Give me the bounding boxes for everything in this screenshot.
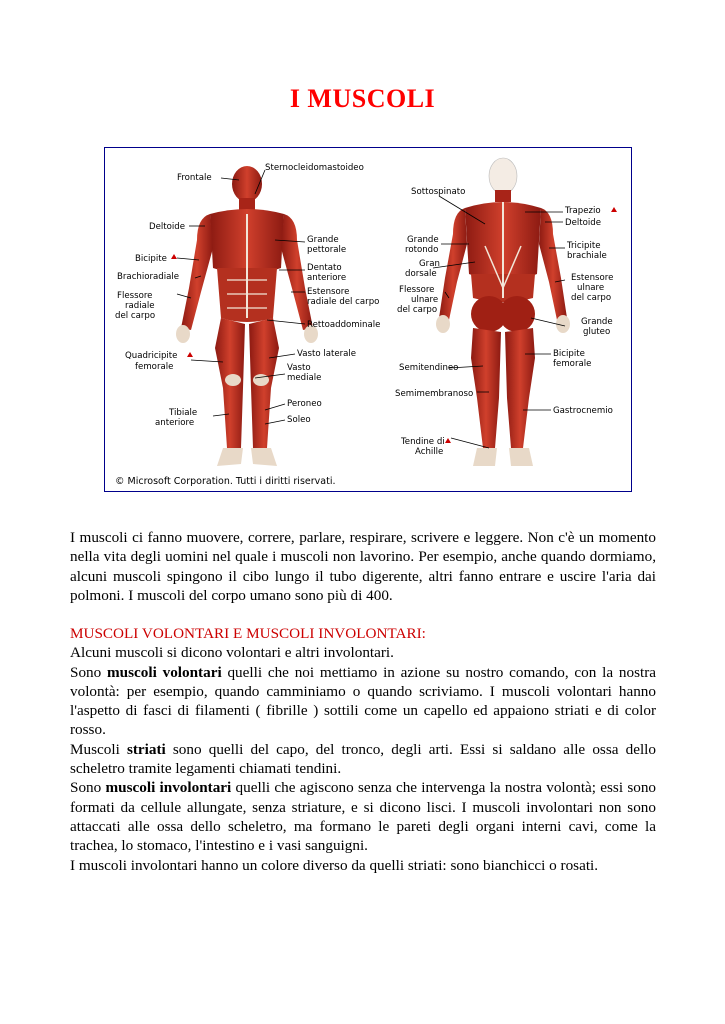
indicator-triangle-icon xyxy=(187,352,193,357)
paragraph-volontari xyxy=(70,663,656,740)
label-vasto-mediale-2: mediale xyxy=(287,373,322,383)
label-quadricipite-2: femorale xyxy=(135,362,174,372)
label-grande-rotondo-1: Grande xyxy=(407,235,439,245)
label-flessore-ulnare-1: Flessore xyxy=(399,285,435,295)
label-tricipite-1: Tricipite xyxy=(567,241,601,251)
back-body-illustration xyxy=(436,158,570,466)
label-gastrocnemio: Gastrocnemio xyxy=(553,406,613,416)
label-semimembranoso: Semimembranoso xyxy=(395,389,474,399)
label-bicipite-femorale-1: Bicipite xyxy=(553,349,585,359)
label-soleo: Soleo xyxy=(287,415,311,425)
text-span: Sono xyxy=(70,779,106,797)
label-sternocleidomastoideo: Sternocleidomastoideo xyxy=(265,163,364,173)
label-trapezio: Trapezio xyxy=(565,206,601,216)
text-span: Muscoli xyxy=(70,740,127,758)
label-vasto-laterale: Vasto laterale xyxy=(297,349,357,359)
label-flessore-radiale-1: Flessore xyxy=(117,291,153,301)
paragraph-involontari xyxy=(70,778,656,855)
indicator-triangle-icon xyxy=(445,438,451,443)
label-tendine-1: Tendine di xyxy=(401,437,445,447)
label-flessore-radiale-2: radiale xyxy=(125,301,155,311)
label-bicipite-femorale-2: femorale xyxy=(553,359,592,369)
label-estensore-radiale-2: radiale del carpo xyxy=(307,297,380,307)
text-span: Sono xyxy=(70,663,108,681)
label-gran-dorsale-1: Gran xyxy=(419,259,440,269)
intro-paragraph: I muscoli ci fanno muovere, correre, parlare, respirare, scrivere e leggere. Non c'è un momento nella vita degli uomini nel quale i muscoli non lavorino. Per esempio, anche quando dormiamo, alcuni muscoli spingono il cibo lungo il tubo digerente, altri fanno entrare e uscire l'aria dai polmoni. I muscoli del corpo umano sono più di 400. xyxy=(70,529,656,604)
label-grande-gluteo-1: Grande xyxy=(581,317,613,327)
label-bicipite: Bicipite xyxy=(135,254,167,264)
label-flessore-radiale-3: del carpo xyxy=(115,311,156,321)
label-grande-pettorale-2: pettorale xyxy=(307,245,347,255)
section-heading: MUSCOLI VOLONTARI E MUSCOLI INVOLONTARI: xyxy=(70,625,426,642)
bold-term-volontari: muscoli volontari xyxy=(107,663,222,681)
paragraph-striati xyxy=(70,740,656,779)
label-flessore-ulnare-3: del carpo xyxy=(397,305,438,315)
label-grande-pettorale-1: Grande xyxy=(307,235,339,245)
paragraph-colore: I muscoli involontari hanno un colore diverso da quelli striati: sono bianchicci o rosati. xyxy=(70,856,599,874)
text-span: quelli che noi mettiamo in azione su nostro comando, con la nostra volontà: per esempio, quando camminiamo o quando scriviamo. I muscoli volontari hanno l'aspetto di fasci di filamenti ( fibrille ) sottili come un capello ed appaiono striati e di color rosso. xyxy=(70,663,656,739)
label-semitendineo: Semitendineo xyxy=(399,363,459,373)
label-estensore-ulnare-3: del carpo xyxy=(571,293,612,303)
text-span: sono quelli del capo, del tronco, degli arti. Essi si saldano alle ossa dello scheletro tramite legamenti chiamati tendini. xyxy=(70,740,656,778)
muscle-diagram-figure xyxy=(104,147,632,492)
section-line-1: Alcuni muscoli si dicono volontari e altri involontari. xyxy=(70,644,394,662)
label-estensore-ulnare-1: Estensore xyxy=(571,273,614,283)
page-title: I MUSCOLI xyxy=(289,84,436,113)
label-estensore-ulnare-2: ulnare xyxy=(577,283,605,293)
text-span: quelli che agiscono senza che intervenga la nostra volontà; essi sono formati da cellule allungate, senza striature, e si dicono lisci. I muscoli involontari non sono attaccati alle ossa dello scheletro, ma formano le pareti degli organi interni cavi, come la trachea, lo stomaco, l'intestino e i vasi sanguigni. xyxy=(70,779,657,855)
bold-term-involontari: muscoli involontari xyxy=(105,779,232,797)
label-dentato-1: Dentato xyxy=(307,263,342,273)
label-vasto-mediale-1: Vasto xyxy=(287,363,311,373)
indicator-triangle-icon xyxy=(611,207,617,212)
label-gran-dorsale-2: dorsale xyxy=(405,269,437,279)
label-flessore-ulnare-2: ulnare xyxy=(411,295,439,305)
label-tendine-2: Achille xyxy=(415,447,444,457)
muscle-diagram xyxy=(105,148,631,491)
label-sottospinato: Sottospinato xyxy=(411,187,466,197)
label-peroneo: Peroneo xyxy=(287,399,322,409)
label-quadricipite-1: Quadricipite xyxy=(125,351,178,361)
label-tibiale-1: Tibiale xyxy=(169,408,198,418)
label-dentato-2: anteriore xyxy=(307,273,347,283)
label-grande-gluteo-2: gluteo xyxy=(583,327,611,337)
label-tibiale-2: anteriore xyxy=(155,418,195,428)
section-body xyxy=(70,624,656,875)
label-estensore-radiale-1: Estensore xyxy=(307,287,350,297)
label-grande-rotondo-2: rotondo xyxy=(405,245,439,255)
copyright-notice: © Microsoft Corporation. Tutti i diritti riservati. xyxy=(115,476,336,487)
label-frontale: Frontale xyxy=(177,173,212,183)
label-rettoaddominale: Rettoaddominale xyxy=(307,320,381,330)
label-brachioradiale: Brachioradiale xyxy=(117,272,180,282)
label-tricipite-2: brachiale xyxy=(567,251,607,261)
label-deltoide: Deltoide xyxy=(149,222,186,232)
label-deltoide-back: Deltoide xyxy=(565,218,602,228)
bold-term-striati: striati xyxy=(126,740,166,758)
indicator-triangle-icon xyxy=(171,254,177,259)
